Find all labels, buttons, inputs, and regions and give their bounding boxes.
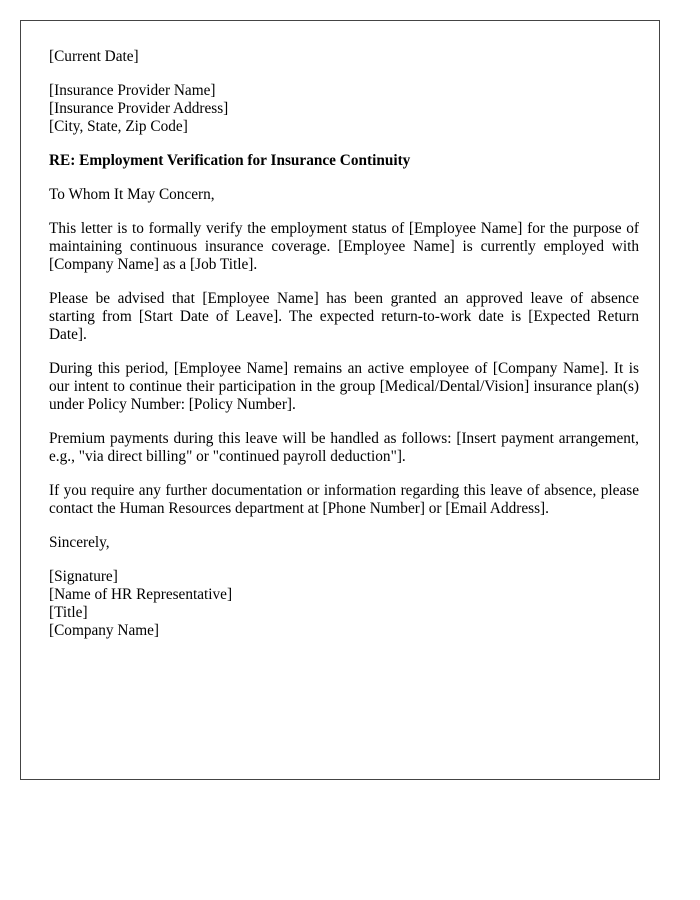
recipient-name: [Insurance Provider Name] xyxy=(49,82,216,99)
date-block xyxy=(49,48,639,66)
letter-body xyxy=(49,48,639,640)
recipient-city-state-zip: [City, State, Zip Code] xyxy=(49,118,188,135)
signature-placeholder: [Signature] xyxy=(49,568,118,585)
body-paragraph-2: Please be advised that [Employee Name] has been granted an approved leave of absence starting from [Start Date of Leave]. The expected return-to-work date is [Expected Return Date]. xyxy=(49,290,639,343)
salutation: To Whom It May Concern, xyxy=(49,186,215,203)
signature-block xyxy=(49,568,639,640)
body-paragraph-3: During this period, [Employee Name] remains an active employee of [Company Name]. It is our intent to continue their participation in the group [Medical/Dental/Vision] insurance plan(s) under Policy Number: [Policy Number]. xyxy=(49,360,639,413)
body-paragraph-1: This letter is to formally verify the employment status of [Employee Name] for the purpose of maintaining continuous insurance coverage. [Employee Name] is currently employed with [Company Name] as a [Job Title]. xyxy=(49,220,639,273)
signer-company: [Company Name] xyxy=(49,622,160,639)
closing: Sincerely, xyxy=(49,534,110,551)
body-paragraph-4: Premium payments during this leave will be handled as follows: [Insert payment arrangement, e.g., "via direct billing" or "continued payroll deduction"]. xyxy=(49,430,639,465)
recipient-address: [Insurance Provider Address] xyxy=(49,100,229,117)
signer-name: [Name of HR Representative] xyxy=(49,586,233,603)
recipient-address-block xyxy=(49,82,639,136)
signer-title: [Title] xyxy=(49,604,88,621)
subject-line: RE: Employment Verification for Insurance Continuity xyxy=(49,152,411,169)
letter-date: [Current Date] xyxy=(49,48,139,65)
body-paragraph-5: If you require any further documentation or information regarding this leave of absence, please contact the Human Resources department at [Phone Number] or [Email Address]. xyxy=(49,482,639,517)
